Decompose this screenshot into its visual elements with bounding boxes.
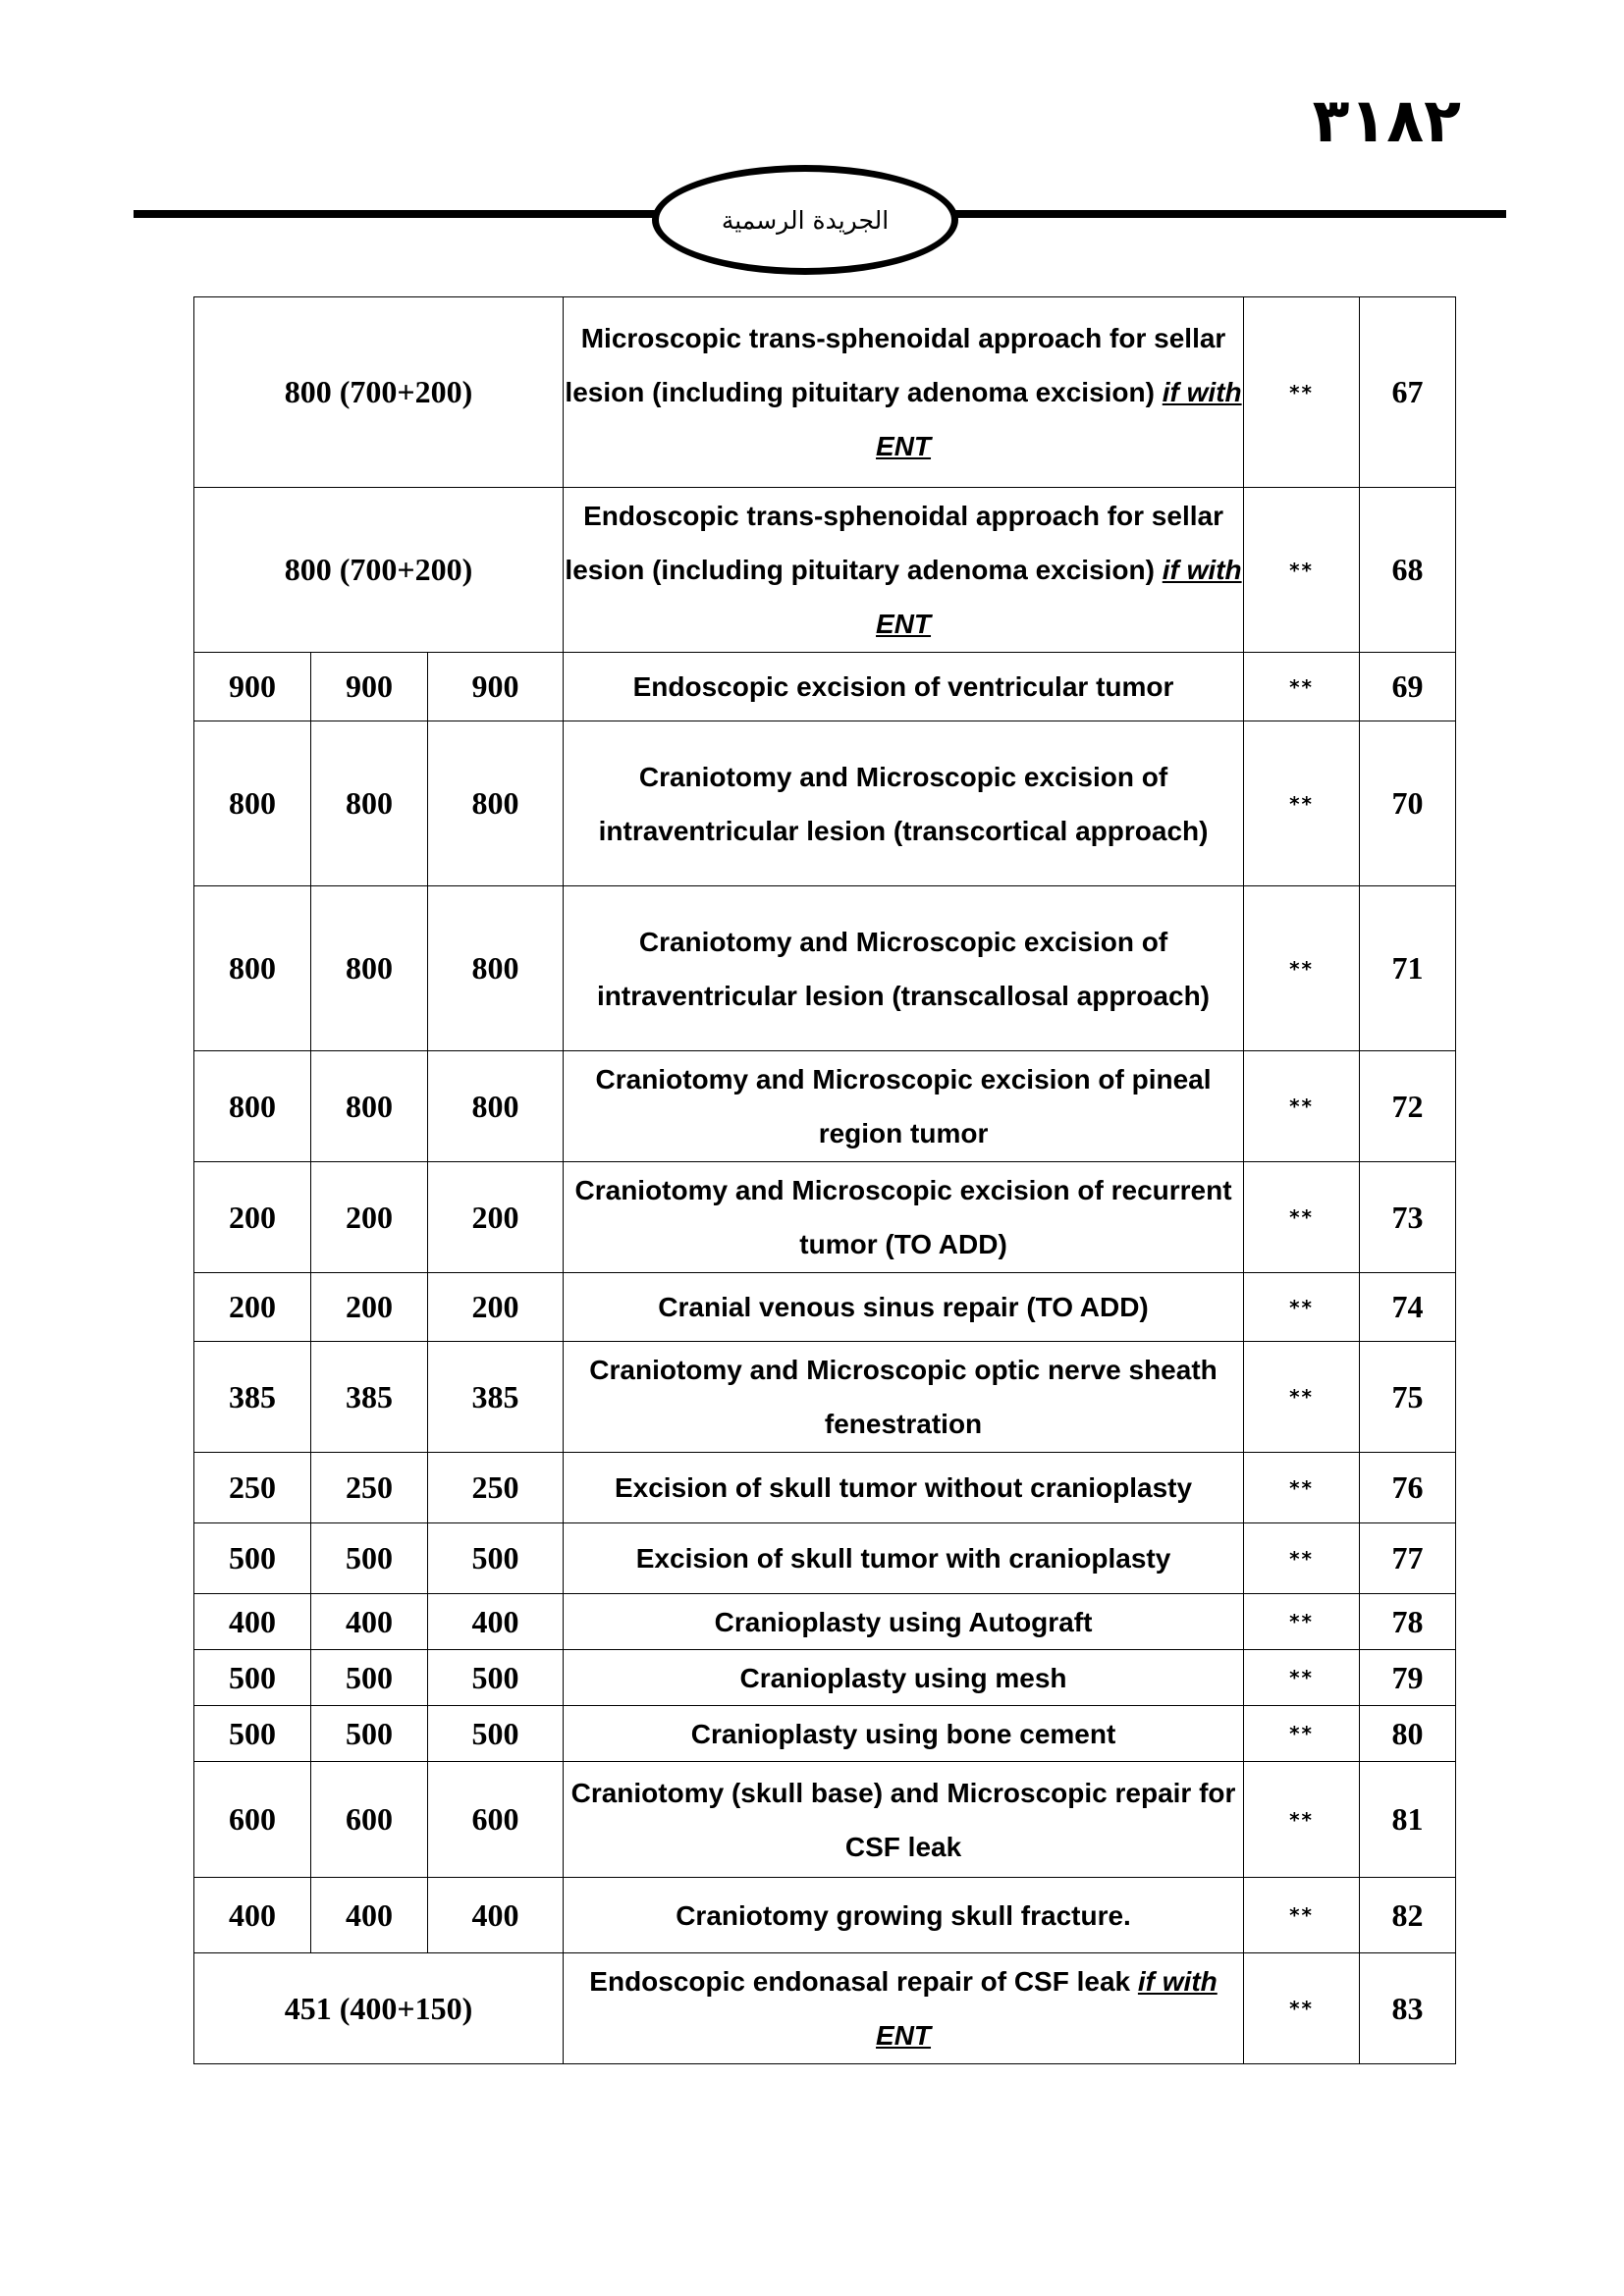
procedure-description (564, 1523, 1244, 1594)
table-row (194, 1650, 1456, 1706)
fee-cell: 900 (428, 653, 564, 721)
procedure-text: Endoscopic trans-sphenoidal approach for sellar lesion (including pituitary adenoma excision) (565, 501, 1223, 585)
fee-cell: 400 (428, 1594, 564, 1650)
category-mark: ** (1244, 1162, 1360, 1273)
procedure-text: Craniotomy and Microscopic excision of recurrent tumor (TO ADD) (574, 1175, 1232, 1259)
row-number: 76 (1360, 1453, 1456, 1523)
table-row (194, 721, 1456, 886)
fee-cell: 400 (428, 1878, 564, 1953)
category-mark: ** (1244, 1453, 1360, 1523)
fee-cell: 800 (428, 886, 564, 1051)
procedure-description (564, 1762, 1244, 1878)
fee-cell: 800 (428, 721, 564, 886)
header-title: الجريدة الرسمية (721, 205, 890, 235)
table-row (194, 488, 1456, 653)
fee-cell: 900 (194, 653, 311, 721)
procedure-description (564, 297, 1244, 488)
procedure-text: Craniotomy (skull base) and Microscopic repair for CSF leak (570, 1777, 1236, 1862)
row-number: 69 (1360, 653, 1456, 721)
procedure-note: if with ENT (876, 377, 1242, 461)
procedure-note: if with ENT (876, 555, 1242, 639)
category-mark: ** (1244, 1762, 1360, 1878)
header-oval (652, 165, 958, 275)
fee-cell: 500 (428, 1523, 564, 1594)
page-number: ٣١٨٢ (1312, 84, 1461, 156)
fee-cell: 250 (428, 1453, 564, 1523)
procedure-text: Cranioplasty using bone cement (690, 1718, 1116, 1749)
row-number: 83 (1360, 1953, 1456, 2064)
table-row (194, 1342, 1456, 1453)
fee-cell: 800 (428, 1051, 564, 1162)
category-mark: ** (1244, 653, 1360, 721)
table-row (194, 1273, 1456, 1342)
category-mark: ** (1244, 1594, 1360, 1650)
row-number: 67 (1360, 297, 1456, 488)
fee-cell: 200 (428, 1273, 564, 1342)
procedure-description (564, 886, 1244, 1051)
fee-cell: 200 (428, 1162, 564, 1273)
fee-cell: 400 (194, 1594, 311, 1650)
row-number: 77 (1360, 1523, 1456, 1594)
procedure-text: Craniotomy growing skull fracture. (676, 1899, 1131, 1931)
category-mark: ** (1244, 1878, 1360, 1953)
row-number: 81 (1360, 1762, 1456, 1878)
table-row (194, 1162, 1456, 1273)
fee-cell: 385 (311, 1342, 428, 1453)
procedure-description (564, 1051, 1244, 1162)
procedure-note: if with ENT (876, 1966, 1218, 2051)
fee-cell: 400 (311, 1878, 428, 1953)
fee-table-body (194, 297, 1456, 2064)
fee-cell: 400 (194, 1878, 311, 1953)
procedure-description (564, 1594, 1244, 1650)
fee-cell: 200 (311, 1273, 428, 1342)
fee-cell: 800 (311, 1051, 428, 1162)
category-mark: ** (1244, 721, 1360, 886)
procedure-text: Cranioplasty using mesh (739, 1662, 1067, 1693)
fee-cell: 500 (428, 1706, 564, 1762)
row-number: 82 (1360, 1878, 1456, 1953)
table-row (194, 653, 1456, 721)
fee-cell: 400 (311, 1594, 428, 1650)
category-mark: ** (1244, 1273, 1360, 1342)
procedure-description (564, 653, 1244, 721)
procedure-description (564, 1878, 1244, 1953)
fee-cell: 800 (194, 721, 311, 886)
category-mark: ** (1244, 1706, 1360, 1762)
category-mark: ** (1244, 1523, 1360, 1594)
row-number: 79 (1360, 1650, 1456, 1706)
fee-cell: 600 (311, 1762, 428, 1878)
procedure-description (564, 1273, 1244, 1342)
row-number: 80 (1360, 1706, 1456, 1762)
procedure-text: Endoscopic excision of ventricular tumor (632, 671, 1174, 702)
fee-cell: 385 (428, 1342, 564, 1453)
row-number: 72 (1360, 1051, 1456, 1162)
fee-cell: 500 (194, 1650, 311, 1706)
procedure-text: Excision of skull tumor without cranioplasty (614, 1472, 1193, 1503)
row-number: 78 (1360, 1594, 1456, 1650)
fee-cell: 500 (311, 1650, 428, 1706)
fee-cell: 800 (311, 886, 428, 1051)
procedure-description (564, 1706, 1244, 1762)
category-mark: ** (1244, 488, 1360, 653)
table-row (194, 1453, 1456, 1523)
category-mark: ** (1244, 1051, 1360, 1162)
category-mark: ** (1244, 1650, 1360, 1706)
fee-cell: 800 (194, 1051, 311, 1162)
fee-cell: 500 (194, 1523, 311, 1594)
row-number: 74 (1360, 1273, 1456, 1342)
procedure-text: Endoscopic endonasal repair of CSF leak (589, 1966, 1131, 1997)
category-mark: ** (1244, 297, 1360, 488)
fee-cell: 200 (311, 1162, 428, 1273)
row-number: 71 (1360, 886, 1456, 1051)
table-row (194, 1762, 1456, 1878)
procedure-description (564, 1953, 1244, 2064)
procedure-description (564, 1650, 1244, 1706)
procedure-text: Craniotomy and Microscopic excision of pineal region tumor (595, 1064, 1212, 1148)
fee-cell: 500 (311, 1706, 428, 1762)
procedure-description (564, 1453, 1244, 1523)
procedure-text: Craniotomy and Microscopic excision of intraventricular lesion (transcortical approach) (598, 761, 1209, 846)
procedure-text: Cranioplasty using Autograft (714, 1606, 1093, 1637)
row-number: 73 (1360, 1162, 1456, 1273)
procedure-text: Microscopic trans-sphenoidal approach for sellar lesion (including pituitary adenoma excision) (565, 323, 1226, 407)
fee-cell: 500 (311, 1523, 428, 1594)
table-row (194, 1706, 1456, 1762)
fee-cell: 385 (194, 1342, 311, 1453)
table-row (194, 297, 1456, 488)
procedure-text: Excision of skull tumor with cranioplasty (635, 1543, 1171, 1574)
table-row (194, 886, 1456, 1051)
row-number: 75 (1360, 1342, 1456, 1453)
fee-cell: 600 (428, 1762, 564, 1878)
procedure-text: Cranial venous sinus repair (TO ADD) (658, 1292, 1149, 1322)
fee-merged-cell: 800 (700+200) (194, 488, 564, 653)
fee-merged-cell: 800 (700+200) (194, 297, 564, 488)
category-mark: ** (1244, 886, 1360, 1051)
fee-cell: 600 (194, 1762, 311, 1878)
fee-cell: 200 (194, 1162, 311, 1273)
procedure-description (564, 721, 1244, 886)
fee-cell: 250 (194, 1453, 311, 1523)
table-row (194, 1594, 1456, 1650)
table-row (194, 1953, 1456, 2064)
fee-merged-cell: 451 (400+150) (194, 1953, 564, 2064)
table-row (194, 1051, 1456, 1162)
fee-cell: 200 (194, 1273, 311, 1342)
fee-cell: 250 (311, 1453, 428, 1523)
procedure-text: Craniotomy and Microscopic excision of intraventricular lesion (transcallosal approach) (597, 926, 1211, 1011)
procedure-text: Craniotomy and Microscopic optic nerve sheath fenestration (589, 1355, 1218, 1439)
fee-cell: 800 (194, 886, 311, 1051)
category-mark: ** (1244, 1953, 1360, 2064)
row-number: 68 (1360, 488, 1456, 653)
table-row (194, 1878, 1456, 1953)
procedure-description (564, 488, 1244, 653)
fee-cell: 500 (428, 1650, 564, 1706)
fee-cell: 500 (194, 1706, 311, 1762)
table-row (194, 1523, 1456, 1594)
procedure-description (564, 1342, 1244, 1453)
fee-cell: 800 (311, 721, 428, 886)
fee-cell: 900 (311, 653, 428, 721)
row-number: 70 (1360, 721, 1456, 886)
category-mark: ** (1244, 1342, 1360, 1453)
fee-table (193, 296, 1456, 2064)
procedure-description (564, 1162, 1244, 1273)
